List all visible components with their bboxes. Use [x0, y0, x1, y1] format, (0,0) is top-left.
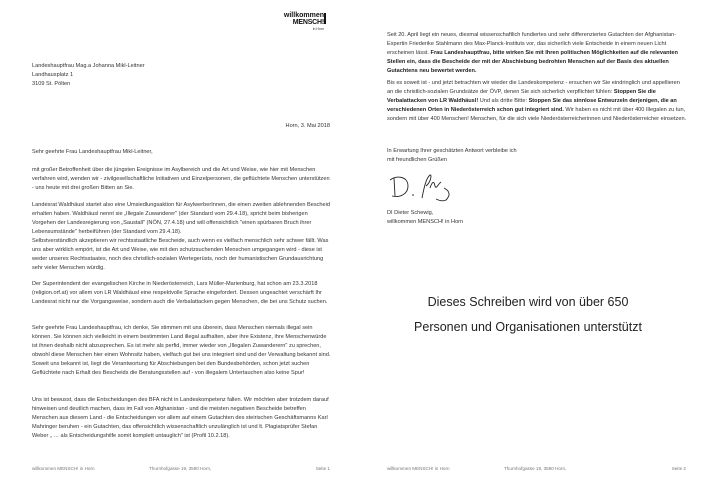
- signer-name: DI Dieter Schewig,: [387, 210, 434, 216]
- support-text: Dieses Schreiben wird von über 650 Personen und Organisationen unterstützt: [414, 295, 642, 334]
- paragraph: Landesrat Waldhäusl startet also eine Umsiedlungsaktion für AsylwerberInnen, die einen zweiten ablehnenden Bescheid erhalten haben. Waldhäusl nennt sie „Illegale Zuwanderer" (der Standard vom 29.4.18), spricht beim bisherigen Vorgehen der Landesregierung von „Saustall" (NÖN, 27.4.18) und will offensichtlich "einen spürbaren Bruch ihrer Lebensumstände" herbeiführen (der Standard vom 29.4.18).: [32, 202, 330, 235]
- paragraph: Sehr geehrte Frau Landeshauptfrau, ich denke, Sie stimmen mit uns überein, dass Menschen niemals illegal sein können. Sie können sich vielleicht in einem bestimmten Land illegal aufhalten, aber ihre Existenz, ihre Menschenwürde ist ihnen deshalb nicht abzusprechen. Es ist mehr als perfid, immer wieder von „Illegalen Zuwanderern" zu sprechen, obwohl diese Menschen hier einen Wohnsitz haben, vielfach gut bei uns integriert sind und der Verwaltung bekannt sind.: [32, 325, 331, 358]
- paragraph: Soweit uns bekannt ist, liegt die Verantwortung für Abschiebungen bei den Bundesbehörden, schon jetzt suchen Geflüchtete nach Erhalt des Bescheids die Beratungsstellen auf - von illegalem Untertauchen also keine Spur!: [32, 361, 310, 376]
- footer-center: Thurnhofgasse 19, 3580 Horn,: [504, 466, 567, 471]
- willkommen-mensch-logo: [276, 12, 324, 32]
- logo-line-3: in Horn: [312, 27, 324, 31]
- logo-line-2: MENSCH!: [292, 19, 324, 26]
- letter-page-2: [352, 0, 704, 486]
- paragraph: mit großer Betroffenheit über die jüngsten Ereignisse im Asylbereich und die Art und Weise, wie hier mit Menschen verfahren wird, wenden wir - zivilgesellschaftliche Initiativen und Einzelpersonen, die geflüchtete Menschen unterstützen - uns heute mit drei großen Bitten an Sie.: [32, 167, 330, 191]
- address-line: 3109 St. Pölten: [32, 81, 71, 87]
- closing: [387, 147, 687, 165]
- salutation: Sehr geehrte Frau Landeshauptfrau Mikl-Leitner,: [32, 149, 153, 155]
- signer-organization: willkommen MENSCH! in Horn: [387, 219, 464, 225]
- footer-page-number: Seite 2: [671, 466, 686, 471]
- paragraph: Uns ist bewusst, dass die Entscheidungen des BFA nicht in Landeskompetenz fallen. Wir möchten aber trotzdem darauf hinweisen und deutlich machen, dass im Fall von Afghanistan - und die meisten negativen Bescheide betreffen Menschen aus diesem Land - die Entscheidungen vor allem auf einem Gutachten des steirischen Geschäftsmanns Karl Mahringer beruhen - ein Gutachten, das offensichtlich wissenschaftlich unzulänglich ist und lt. Plagiatsprüfer Stefan Weber „ … als Entscheidungshilfe somit komplett untauglich" ist (Profil 10.2.18).: [32, 397, 329, 439]
- logo-line-1: willkommen: [283, 12, 324, 19]
- paragraph-text: Wir haben es nicht mit über 400 Illegalen zu tun, sondern mit über 400 Menschen! Menschen, für die sich viele Niederösterreicherinnen und Niederösterreicher einsetzen.: [387, 107, 687, 122]
- signer-block: [387, 209, 687, 227]
- footer-left: willkommen MENSCH! in Horn: [32, 466, 95, 471]
- letter-date: Horn, 3. Mai 2018: [285, 123, 330, 129]
- paragraph: Der Superintendent der evangelischen Kirche in Niederösterreich, Lars Müller-Marienburg, hat schon am 23.3.2018 (religion.orf.at) vor allem von LR Waldhäusl eine respektvolle Sprache eingefordert. Dessen ungeachtet verschärft Ihr Landesrat nicht nur die Vorgangsweise, sondern auch die Verbalattacken gegen Menschen, die bei uns Schutz suchen.: [32, 281, 328, 305]
- paragraph-bold-text: Stoppen Sie das sinnlose Entwurzeln derjenigen, die an verschiedenen Orten in Niederösterreich schon gut integriert sind.: [387, 98, 677, 113]
- paragraph-bold-text: Frau Landeshauptfrau, bitte wirken Sie mit Ihren politischen Möglichkeiten auf die relevanten Stellen ein, dass die Bescheide der mit der Abschiebung bedrohten Menschen auf der Basis des aktuellen Gutachtens neu bewertet werden.: [387, 50, 678, 74]
- paragraph: Selbstverständlich akzeptieren wir rechtsstaatliche Bescheide, auch wenn es vielfach menschlich sehr schwer fällt. Was uns aber wirklich empört, ist die Art und Weise, wie mit den schutzsuchenden Menschen umgegangen wird - diese ist weder unseres Rechtsstaates, noch des christlich-sozialen Wertegerüsts, noch der humanistischen Grundausrichtung sehr vieler Menschen würdig.: [32, 238, 329, 271]
- handwritten-signature: [386, 172, 456, 204]
- support-statement: [352, 290, 704, 340]
- footer-center: Thurnhofgasse 19, 3580 Horn,: [149, 466, 212, 471]
- paragraph-text: Seit 20. April liegt ein neues, diesmal wissenschaftlich fundiertes und sehr differenziertes Gutachten der Afghanistan-Expertin Friederike Stahlmann des Max-Planck-Instituts vor, das sicherlich viele Entscheide in einem neuen Licht erscheinen lässt.: [387, 32, 677, 56]
- paragraph-text: Und als dritte Bitte:: [478, 98, 529, 104]
- logo-bar: [324, 13, 326, 24]
- paragraph-text: Bis es soweit ist - und jetzt betrachten wir wieder die Landeskompetenz - ersuchen wir Sie eindringlich und appellieren an die christlich-sozialen Grundsätze der ÖVP, denen Sie sich sicherlich verpflichtet fühlen:: [387, 80, 680, 95]
- paragraph: [387, 31, 687, 76]
- footer-page-number: Seite 1: [315, 466, 330, 471]
- address-line: Landeshauptfrau Mag.a Johanna Mikl-Leitner: [32, 63, 145, 69]
- closing-line: In Erwartung Ihrer geschätzten Antwort verbleibe ich: [387, 148, 517, 154]
- footer-left: willkommen MENSCH! in Horn: [387, 466, 450, 471]
- recipient-address: [32, 62, 145, 89]
- paragraph-bold-text: Stoppen Sie die Verbalattacken von LR Waldhäusl!: [387, 89, 656, 104]
- paragraph: [387, 79, 687, 124]
- address-line: Landhausplatz 1: [32, 72, 74, 78]
- closing-line: mit freundlichen Grüßen: [387, 157, 448, 163]
